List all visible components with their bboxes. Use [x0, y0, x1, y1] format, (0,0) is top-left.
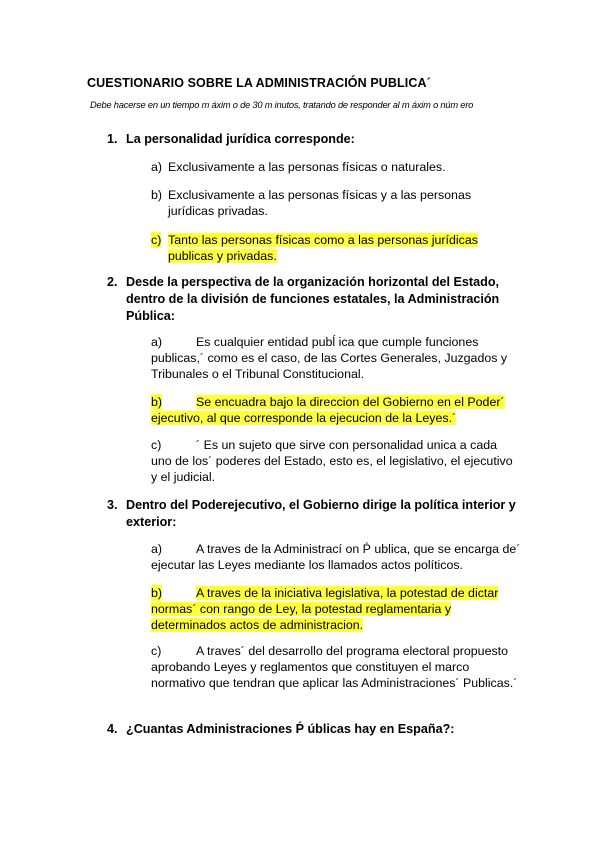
- question-1-option-c: [151, 232, 491, 264]
- option-letter: a): [151, 160, 163, 174]
- option-letter: b): [151, 395, 163, 409]
- option-text: Exclusivamente a las personas físicas y a las personas jurídicas privadas.: [168, 188, 472, 218]
- question-3-option-a: [151, 541, 521, 573]
- option-letter: c): [151, 644, 162, 658]
- question-text: Desde la perspectiva de la organización horizontal del Estado, dentro de la división de funciones estatales, la Administración Pública:: [126, 275, 500, 323]
- option-text: Tanto las personas físicas como a las personas jurídicas publicas y privadas.: [168, 233, 478, 263]
- question-number: 2.: [107, 275, 118, 289]
- question-2-option-c: [151, 437, 521, 485]
- question-number: 4.: [107, 722, 118, 736]
- option-text: A traves de la Administrací on Ṕ ublica, que se encarga de´ ejecutar las Leyes mediante los llamados actos políticos.: [151, 542, 521, 572]
- option-letter: b): [151, 586, 163, 600]
- option-text: Se encuadra bajo la direccion del Gobierno en el Poder´ ejecutivo, al que corresponde la ejecucion de la Leyes.´: [151, 395, 505, 425]
- question-number: 1.: [107, 132, 118, 146]
- option-letter: b): [151, 188, 163, 202]
- option-text: Exclusivamente a las personas físicas o naturales.: [168, 160, 446, 174]
- option-text: A traves´ del desarrollo del programa electoral propuesto aprobando Leyes y reglamentos que constituyen el marco normativo que tendran que aplicar las Administraciones´ Publicas.´: [151, 644, 518, 690]
- question-3-option-b: [151, 585, 521, 633]
- option-text: A traves de la iniciativa legislativa, la potestad de dictar normas´ con rango de Ley, la potestad reglamentaria y determinados actos de administracion.: [151, 586, 499, 632]
- question-text: Dentro del Poderejecutivo, el Gobierno dirige la política interior y exterior:: [126, 498, 516, 529]
- question-text: ¿Cuantas Administraciones Ṕ úblicas hay en España?:: [126, 722, 455, 736]
- document-title: CUESTIONARIO SOBRE LA ADMINISTRACIÓN PUBLICA´: [87, 76, 431, 90]
- question-3-option-c: [151, 643, 521, 691]
- option-letter: c): [151, 233, 162, 247]
- question-1-option-b: [151, 187, 501, 219]
- question-1-option-a: [151, 159, 501, 175]
- option-text: ´ Es un sujeto que sirve con personalidad unica a cada uno de los´ poderes del Estado, esto es, el legislativo, el ejecutivo y el judicial.: [151, 438, 513, 484]
- option-text: Es cualquier entidad pubĺ ica que cumple funciones publicas,´ como es el caso, de las Cortes Generales, Juzgados y Tribunales o el Tribunal Constitucional.: [151, 335, 508, 381]
- document-instructions: Debe hacerse en un tiempo m áxim o de 30 m inutos, tratando de responder al m áxim o núm ero: [90, 100, 474, 110]
- option-letter: c): [151, 438, 162, 452]
- option-letter: a): [151, 335, 163, 349]
- question-text: La personalidad jurídica corresponde:: [126, 132, 355, 146]
- question-number: 3.: [107, 498, 118, 512]
- option-letter: a): [151, 542, 163, 556]
- question-2-option-b: [151, 394, 521, 426]
- question-2-option-a: [151, 334, 521, 382]
